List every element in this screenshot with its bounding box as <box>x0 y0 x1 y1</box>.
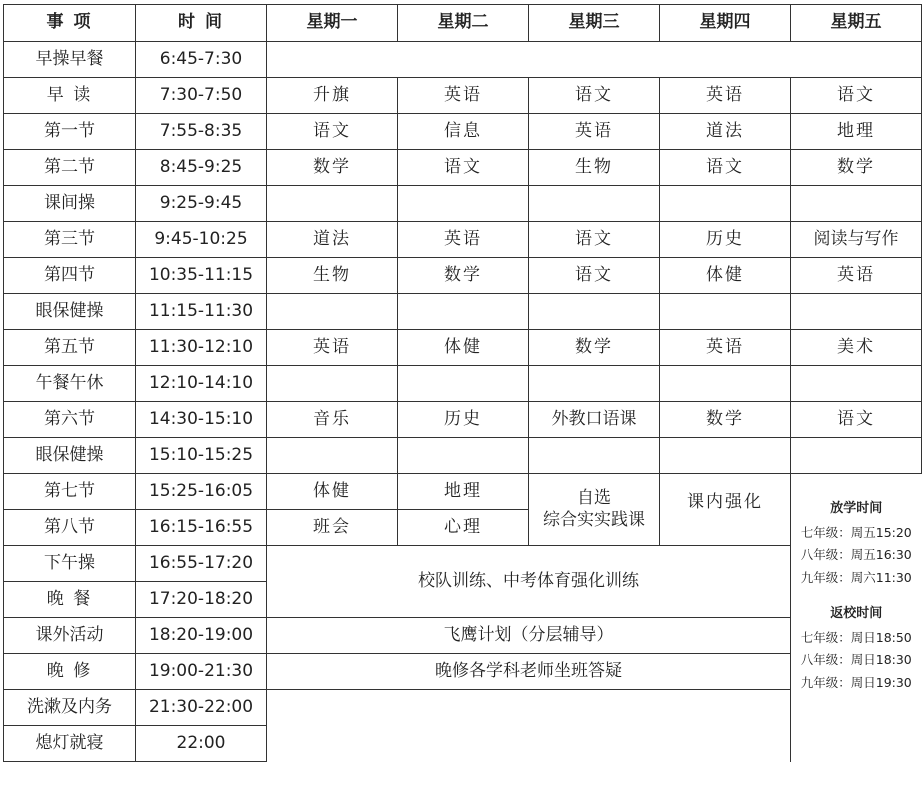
cell-wed: 语文 <box>529 258 660 294</box>
row-time: 16:15-16:55 <box>136 510 267 546</box>
cell-training: 校队训练、中考体育强化训练 <box>267 546 791 618</box>
empty-cell <box>660 186 791 222</box>
row-item: 洗漱及内务 <box>4 690 136 726</box>
return-line: 七年级：周日18:50 <box>800 630 912 645</box>
row-item: 第六节 <box>4 402 136 438</box>
leave-line: 九年级：周六11:30 <box>800 569 912 585</box>
leave-line: 八年级：周五16:30 <box>800 547 912 563</box>
cell-mon: 英语 <box>267 330 398 366</box>
empty-cell <box>267 42 922 78</box>
empty-cell <box>660 438 791 474</box>
cell-fri: 数学 <box>791 150 922 186</box>
empty-cell <box>529 438 660 474</box>
cell-mon: 班会 <box>267 510 398 546</box>
cell-fri: 英语 <box>791 258 922 294</box>
row-time: 8:45-9:25 <box>136 150 267 186</box>
schedule <box>3 4 922 762</box>
header-tue: 星期二 <box>398 5 529 42</box>
row-item: 熄灯就寝 <box>4 726 136 762</box>
header-wed: 星期三 <box>529 5 660 42</box>
cell-tue: 心理 <box>398 510 529 546</box>
row-time: 11:30-12:10 <box>136 330 267 366</box>
cell-tue: 语文 <box>398 150 529 186</box>
row-item: 下午操 <box>4 546 136 582</box>
table-row <box>4 78 922 114</box>
row-time: 14:30-15:10 <box>136 402 267 438</box>
cell-wed: 生物 <box>529 150 660 186</box>
empty-cell <box>267 366 398 402</box>
row-time: 9:25-9:45 <box>136 186 267 222</box>
cell-tue: 历史 <box>398 402 529 438</box>
empty-cell <box>529 294 660 330</box>
row-item: 晚 修 <box>4 654 136 690</box>
row-time: 10:35-11:15 <box>136 258 267 294</box>
row-time: 11:15-11:30 <box>136 294 267 330</box>
cell-tue: 体健 <box>398 330 529 366</box>
empty-cell <box>660 294 791 330</box>
row-time: 15:10-15:25 <box>136 438 267 474</box>
row-time: 7:30-7:50 <box>136 78 267 114</box>
row-time: 15:25-16:05 <box>136 474 267 510</box>
cell-wed: 英语 <box>529 114 660 150</box>
return-title: 返校时间 <box>830 606 883 622</box>
row-item: 眼保健操 <box>4 438 136 474</box>
empty-cell <box>660 366 791 402</box>
header-thu: 星期四 <box>660 5 791 42</box>
row-time: 6:45-7:30 <box>136 42 267 78</box>
row-time: 21:30-22:00 <box>136 690 267 726</box>
cell-thu-reinforce: 课内强化 <box>660 474 791 546</box>
cell-thu: 语文 <box>660 150 791 186</box>
cell-mon: 数学 <box>267 150 398 186</box>
cell-evening: 晚修各学科老师坐班答疑 <box>267 654 791 690</box>
table-row <box>4 114 922 150</box>
cell-thu: 英语 <box>660 330 791 366</box>
cell-mon: 道法 <box>267 222 398 258</box>
row-item: 第五节 <box>4 330 136 366</box>
table-row <box>4 330 922 366</box>
empty-cell <box>398 366 529 402</box>
row-item: 第八节 <box>4 510 136 546</box>
cell-thu: 英语 <box>660 78 791 114</box>
row-item: 第二节 <box>4 150 136 186</box>
cell-mon: 生物 <box>267 258 398 294</box>
table-row <box>4 258 922 294</box>
empty-cell <box>791 438 922 474</box>
empty-cell <box>791 294 922 330</box>
table-row <box>4 438 922 474</box>
row-item: 午餐午休 <box>4 366 136 402</box>
cell-fri: 阅读与写作 <box>791 222 922 258</box>
cell-fri: 地理 <box>791 114 922 150</box>
empty-cell <box>398 438 529 474</box>
cell-wed: 语文 <box>529 78 660 114</box>
row-time: 18:20-19:00 <box>136 618 267 654</box>
schedule-table <box>3 4 922 762</box>
table-row <box>4 690 922 726</box>
notes-cell <box>791 474 922 762</box>
row-time: 19:00-21:30 <box>136 654 267 690</box>
row-item: 第一节 <box>4 114 136 150</box>
empty-cell <box>398 294 529 330</box>
row-item: 课间操 <box>4 186 136 222</box>
row-time: 22:00 <box>136 726 267 762</box>
cell-thu: 道法 <box>660 114 791 150</box>
empty-cell <box>398 186 529 222</box>
table-row <box>4 654 922 690</box>
cell-fri: 语文 <box>791 78 922 114</box>
cell-wed: 语文 <box>529 222 660 258</box>
cell-tue: 地理 <box>398 474 529 510</box>
row-time: 17:20-18:20 <box>136 582 267 618</box>
empty-cell <box>529 366 660 402</box>
row-item: 早 读 <box>4 78 136 114</box>
empty-cell <box>791 186 922 222</box>
table-row <box>4 294 922 330</box>
table-row <box>4 366 922 402</box>
empty-cell <box>791 366 922 402</box>
table-row <box>4 42 922 78</box>
cell-mon: 升旗 <box>267 78 398 114</box>
cell-activity: 飞鹰计划（分层辅导） <box>267 618 791 654</box>
empty-cell <box>529 186 660 222</box>
row-time: 9:45-10:25 <box>136 222 267 258</box>
cell-thu: 历史 <box>660 222 791 258</box>
cell-mon: 体健 <box>267 474 398 510</box>
cell-tue: 数学 <box>398 258 529 294</box>
table-row <box>4 222 922 258</box>
cell-thu: 数学 <box>660 402 791 438</box>
empty-cell <box>267 294 398 330</box>
header-fri: 星期五 <box>791 5 922 42</box>
header-row <box>4 5 922 42</box>
return-line: 八年级：周日18:30 <box>800 652 912 668</box>
cell-wed-elective <box>529 474 660 546</box>
header-time: 时 间 <box>136 5 267 42</box>
row-item: 第四节 <box>4 258 136 294</box>
header-mon: 星期一 <box>267 5 398 42</box>
cell-fri: 语文 <box>791 402 922 438</box>
row-time: 16:55-17:20 <box>136 546 267 582</box>
return-line: 九年级：周日19:30 <box>800 674 912 690</box>
table-row <box>4 618 922 654</box>
cell-tue: 英语 <box>398 222 529 258</box>
table-row <box>4 186 922 222</box>
cell-fri: 美术 <box>791 330 922 366</box>
empty-cell <box>267 438 398 474</box>
leave-line: 七年级：周五15:20 <box>800 524 912 540</box>
cell-wed: 外教口语课 <box>529 402 660 438</box>
row-item: 眼保健操 <box>4 294 136 330</box>
leave-title: 放学时间 <box>830 501 883 516</box>
empty-cell <box>267 690 791 762</box>
row-item: 晚 餐 <box>4 582 136 618</box>
empty-cell <box>267 186 398 222</box>
table-row <box>4 546 922 582</box>
cell-mon: 音乐 <box>267 402 398 438</box>
cell-mon: 语文 <box>267 114 398 150</box>
row-time: 12:10-14:10 <box>136 366 267 402</box>
row-item: 早操早餐 <box>4 42 136 78</box>
elective-line1: 自选 <box>577 488 611 509</box>
row-time: 7:55-8:35 <box>136 114 267 150</box>
cell-wed: 数学 <box>529 330 660 366</box>
cell-tue: 英语 <box>398 78 529 114</box>
row-item: 第三节 <box>4 222 136 258</box>
row-item: 课外活动 <box>4 618 136 654</box>
row-item: 第七节 <box>4 474 136 510</box>
table-row <box>4 150 922 186</box>
table-row <box>4 402 922 438</box>
cell-thu: 体健 <box>660 258 791 294</box>
cell-tue: 信息 <box>398 114 529 150</box>
header-item: 事 项 <box>4 5 136 42</box>
table-row <box>4 474 922 510</box>
elective-line2: 综合实实践课 <box>543 509 645 530</box>
